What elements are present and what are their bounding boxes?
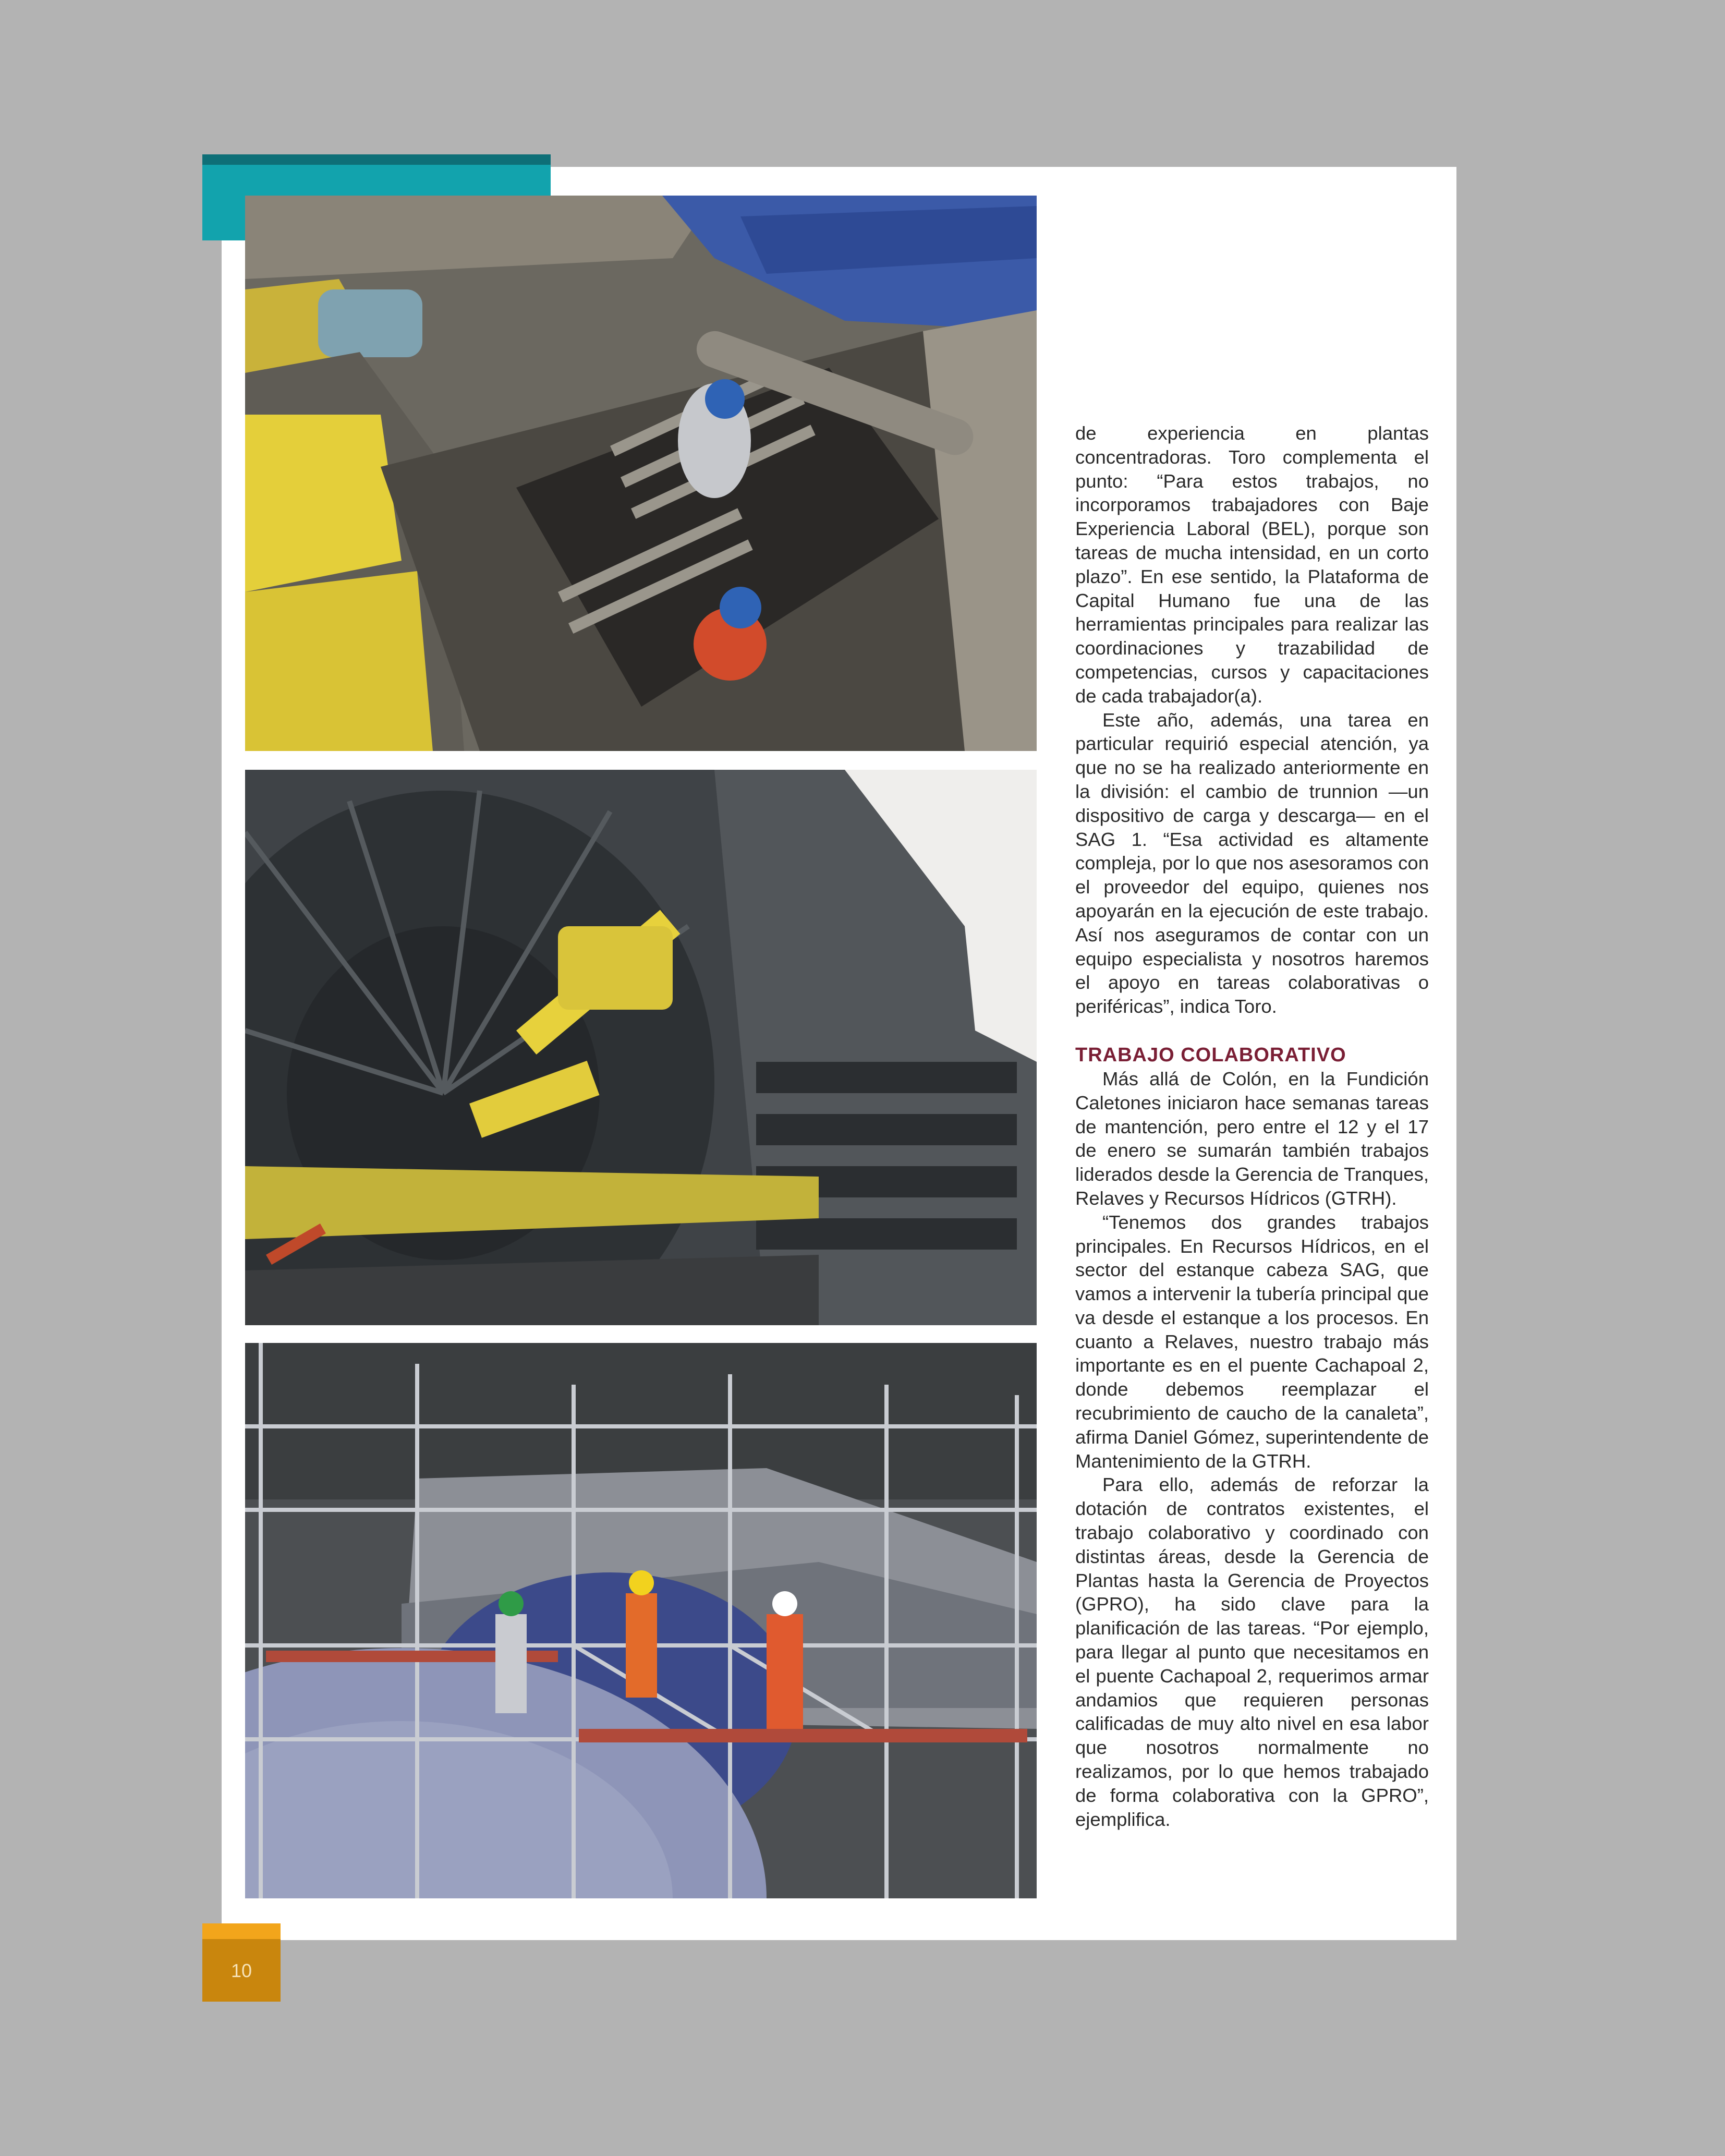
photo-mill-grate-workers: [245, 196, 1037, 751]
article-paragraph-1: de experiencia en plantas concentradoras. Toro complementa el punto: “Para estos trabajos, no incorporamos trabajadores con Baje Experiencia Laboral (BEL), porque son tareas de mucha intensidad, en un corto plazo”. En ese sentido, la Plataforma de Capital Humano fue una de las herramientas principales para realizar las coordinaciones y trazabilidad de competencias, cursos y capacitaciones de cada trabajador(a).: [1075, 422, 1429, 707]
mill-discharge-grate-workers-icon: [245, 196, 1037, 751]
page-number: 10: [230, 1960, 252, 1981]
article-paragraph-3: Más allá de Colón, en la Fundición Caletones iniciaron hace semanas tareas de mantención, pero entre el 12 y el 17 de enero se sumarán también trabajos liderados desde la Gerencia de Tranques, Relaves y Recursos Hídricos (GTRH).: [1075, 1068, 1429, 1209]
photo-scaffolding-workers: [245, 1343, 1037, 1898]
article-paragraph-4: “Tenemos dos grandes trabajos principales. En Recursos Hídricos, en el sector del estanque cabeza SAG, que vamos a intervenir la tubería principal que va desde el estanque a los procesos. En cuanto a Relaves, nuestro trabajo más importante es en el puente Cachapoal 2, donde debemos reemplazar el recubrimiento de caucho de la canaleta”, afirma Daniel Gómez, superintendente de Mantenimiento de la GTRH.: [1075, 1211, 1429, 1472]
scaffolding-workers-icon: [245, 1343, 1037, 1898]
page-number-tab: [202, 1923, 281, 2002]
mill-interior-liner-handler-icon: [245, 770, 1037, 1325]
photo-mill-liner-handler: [245, 770, 1037, 1325]
article-column: [1075, 421, 1429, 1831]
article-paragraph-5: Para ello, además de reforzar la dotación de contratos existentes, el trabajo colaborativo y coordinado con distintas áreas, desde la Gerencia de Plantas hasta la Gerencia de Proyectos (GPRO), ha sido clave para la planificación de las tareas. “Por ejemplo, para llegar al punto que necesitamos en el puente Cachapoal 2, requerimos armar andamios que requieren personas calificadas de muy alto nivel en esa labor que nosotros normalmente no realizamos, por lo que hemos trabajado de forma colaborativa con la GPRO”, ejemplifica.: [1075, 1474, 1429, 1830]
article-subheading: TRABAJO COLABORATIVO: [1075, 1044, 1346, 1066]
article-paragraph-2: Este año, además, una tarea en particular requirió especial atención, ya que no se ha realizado anteriormente en la división: el cambio de trunnion —un dispositivo de carga y descarga— en el SAG 1. “Esa actividad es altamente compleja, por lo que nos asesoramos con el proveedor del equipo, quienes nos apoyarán en la ejecución de este trabajo. Así nos aseguramos de contar con un equipo especialista y nosotros haremos el apoyo en tareas colaborativas o periféricas”, indica Toro.: [1075, 709, 1429, 1018]
